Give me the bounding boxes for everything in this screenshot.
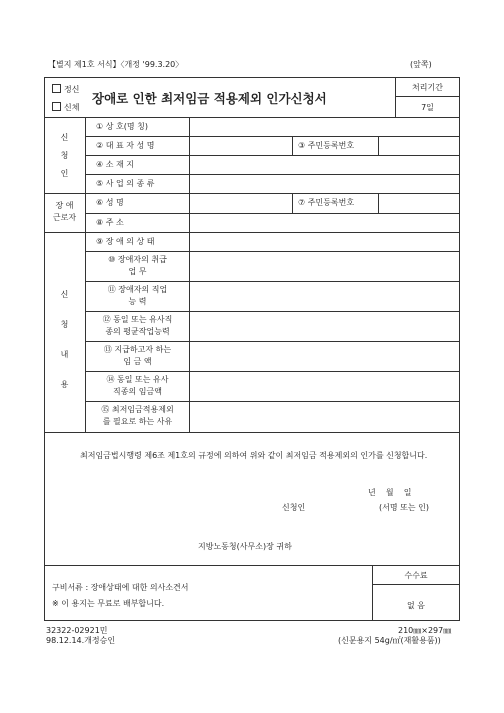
field-company-name[interactable] [190,118,459,135]
applicant-sign-label: 신청인 [282,503,306,512]
field-business-type[interactable] [190,175,459,192]
label-average-ability: ⑫ 동일 또는 유사직 종의 평균작업능력 [102,315,173,336]
processing-period-label: 처리기간 [412,83,443,92]
field-intended-wage[interactable] [190,342,459,370]
label-worker-address: ⑧ 주 소 [96,218,124,227]
section-label-worker: 장 애 근로자 [52,201,77,222]
field-disability-status[interactable] [190,233,459,250]
paper-size: 210㎜×297㎜ [398,626,452,635]
checkbox-icon [52,102,61,111]
required-documents: 구비서류 : 장애상태에 대한 의사소견서 [52,583,189,592]
label-vocational-ability: ⑪ 장애자의 직업 능 력 [107,285,168,306]
fee-value: 없 음 [407,601,425,610]
checkbox-physical[interactable]: 신체 [52,102,79,113]
free-distribution-note: ※ 이 용지는 무료로 배부합니다. [52,599,165,608]
field-vocational-ability[interactable] [190,282,459,310]
approval-date: 98.12.14.개정승인 [46,636,116,645]
field-handled-duties[interactable] [190,252,459,280]
label-representative: ② 대 표 자 성 명 [96,141,155,150]
field-average-ability[interactable] [190,312,459,340]
field-representative[interactable] [190,137,291,154]
label-company-name: ① 상 호(명 칭) [96,122,148,131]
form-number: 【별지 제1호 서식】〈개정 '99.3.20〉 [48,60,184,69]
paper-type: (신문용지 54g/㎡(재활용품)) [338,636,441,645]
field-exemption-reason[interactable] [190,402,459,431]
label-worker-name: ⑥ 성 명 [96,198,124,207]
label-handled-duties: ⑩ 장애자의 취급 업 무 [108,255,167,276]
section-label-applicant: 신청인 [60,133,69,187]
label-resident-number: ③ 주민등록번호 [298,141,355,150]
field-location[interactable] [190,156,459,173]
recipient: 지방노동청(사무소)장 귀하 [198,542,292,551]
field-worker-resident-number[interactable] [379,194,459,212]
fee-label: 수수료 [404,571,428,580]
field-comparable-wage[interactable] [190,372,459,400]
label-business-type: ⑤ 사 업 의 종 류 [96,179,155,188]
label-disability-status: ⑨ 장 애 의 상 태 [96,237,155,246]
label-intended-wage: ⑬ 지급하고자 하는 임 금 액 [103,345,172,366]
label-exemption-reason: ⑮ 최저임금적용제외 를 필요로 하는 사유 [101,405,174,426]
signature-note: (서명 또는 인) [379,503,429,512]
section-label-content: 신청내용 [60,290,69,410]
checkbox-icon [52,84,61,93]
field-applicant-signature[interactable] [318,499,376,513]
statement-text: 최저임금법시행령 제6조 제1호의 규정에 의하여 위와 같이 최저임금 적용제외의 인가를 신청합니다. [80,451,428,460]
checkbox-mental[interactable]: 정신 [52,84,79,95]
processing-period-value: 7일 [421,103,434,112]
field-worker-address[interactable] [190,214,459,231]
date-line: 년 월 일 [368,488,412,497]
page-side-label: (앞쪽) [410,60,432,69]
label-comparable-wage: ⑭ 동일 또는 유사 직종의 임금액 [106,375,169,396]
form-title: 장애로 인한 최저임금 적용제외 인가신청서 [92,91,327,106]
field-resident-number[interactable] [379,137,459,154]
field-worker-name[interactable] [190,194,291,212]
label-location: ④ 소 재 지 [96,160,134,169]
label-worker-resident-number: ⑦ 주민등록번호 [298,198,355,207]
form-code: 32322-02921민 [46,626,108,635]
